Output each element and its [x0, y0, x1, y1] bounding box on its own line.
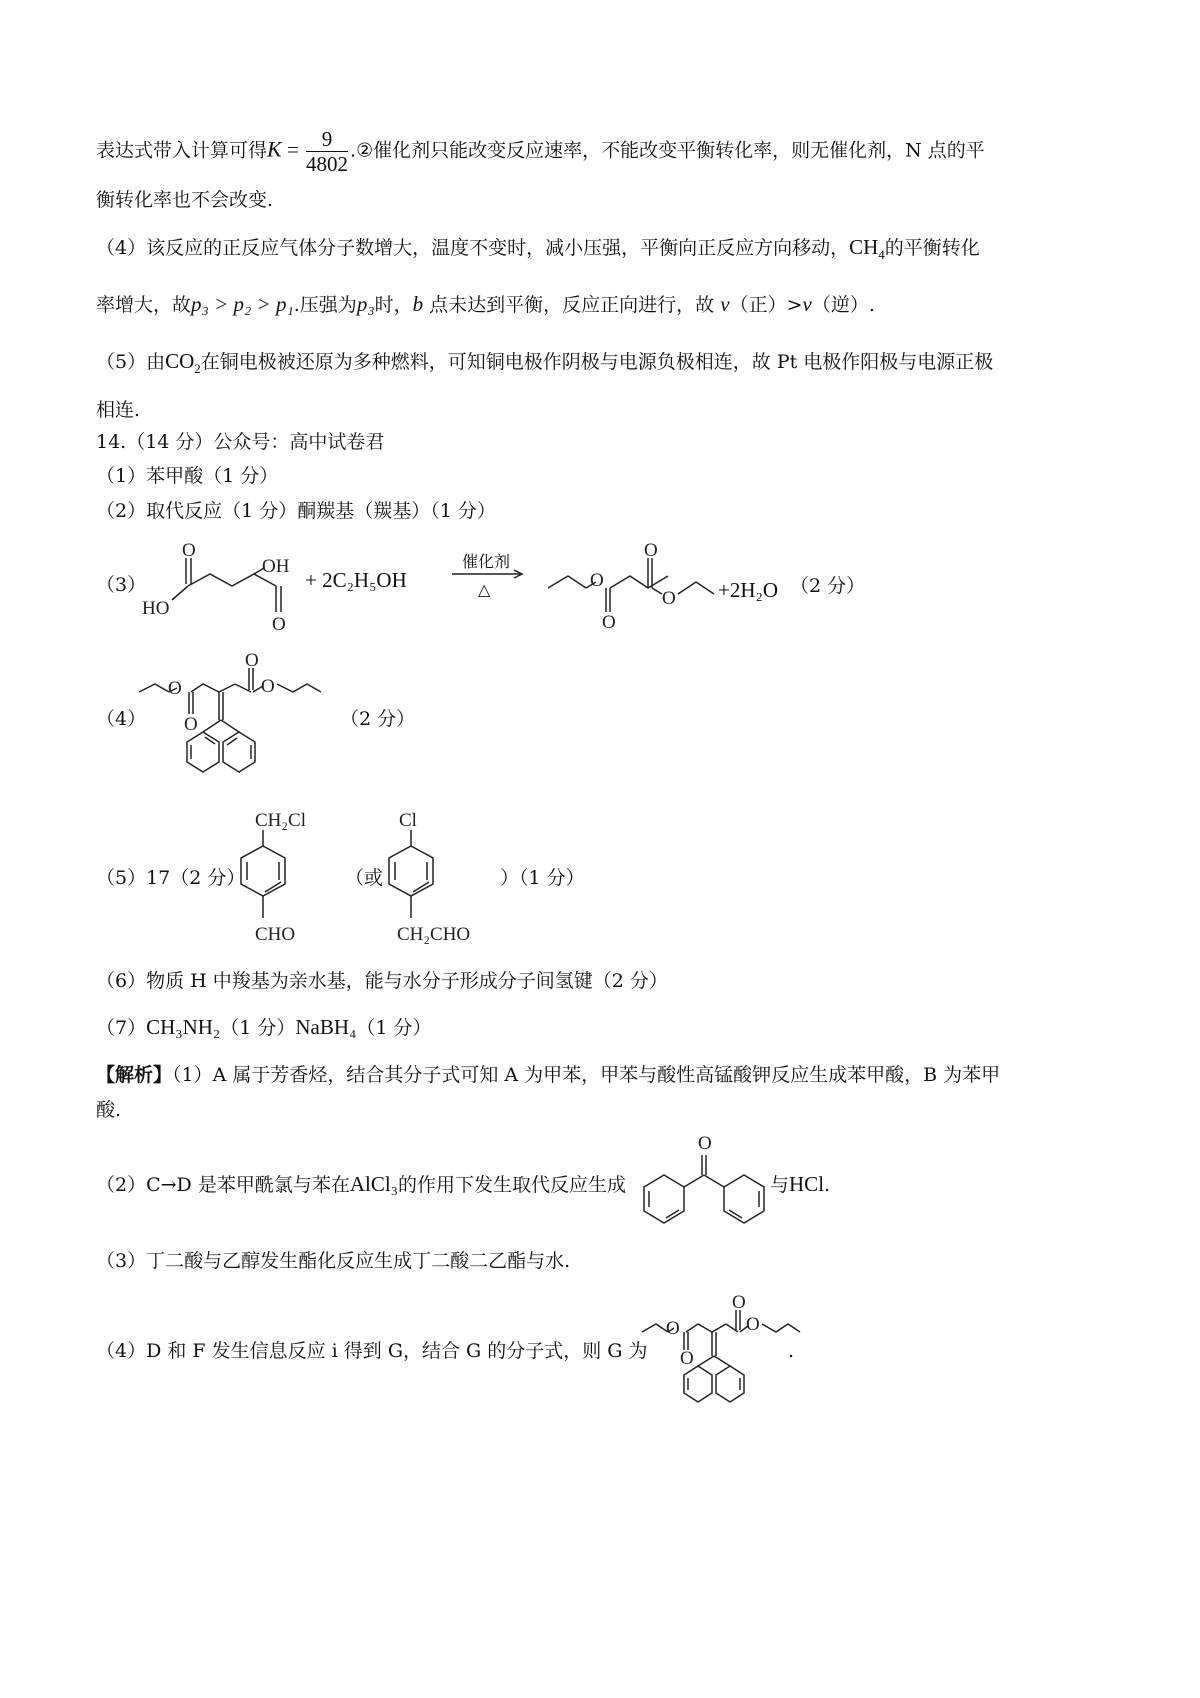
ester-bond: [652, 588, 662, 594]
catalyst-label: 催化剂: [462, 552, 511, 571]
atom-o: O: [680, 1348, 694, 1369]
analysis-tag: 【解析】: [96, 1064, 173, 1086]
formula-nabh4: NaBH₄: [295, 1015, 357, 1039]
text-segment: （逆）.: [811, 294, 875, 316]
atom-o: O: [182, 540, 196, 561]
group-ch2cho: CH₂CHO: [397, 924, 471, 945]
ethyl-bond: [642, 1324, 668, 1332]
analysis-4-period: .: [788, 1340, 795, 1362]
var-p3: p₃: [356, 292, 375, 316]
pressure-relation: p₃ > p₂ > p₁: [191, 292, 294, 316]
benzene-ring: [724, 1175, 764, 1223]
answer-14-5-score: ）（1 分）: [500, 867, 585, 889]
or-text: （或: [345, 867, 384, 889]
atom-o: O: [590, 570, 604, 591]
atom-o: O: [698, 1133, 712, 1154]
text-segment: 的作用下发生取代反应生成: [398, 1174, 627, 1196]
fraction-denominator: 4802: [306, 152, 349, 176]
ethyl-bond: [678, 582, 714, 594]
group-cl: Cl: [399, 810, 417, 831]
atom-o: O: [184, 714, 198, 735]
compound-g-structure: [135, 650, 350, 785]
carbon-chain-bond: [686, 1324, 726, 1332]
formula-co2: [165, 349, 201, 377]
text-segment: （7）: [96, 1017, 147, 1039]
formula-text: CH: [849, 235, 879, 259]
answer-5-line1: [96, 347, 993, 383]
text-segment: （2）C→D 是苯甲酰氯与苯在: [96, 1174, 350, 1196]
analysis-1-line1: [96, 1061, 1000, 1089]
product-water: +2H₂O: [718, 578, 778, 602]
text-segment: 时，: [374, 294, 413, 316]
ethyl-bond: [277, 684, 321, 692]
aryl-bond: [714, 1356, 730, 1366]
var-k: K: [267, 136, 282, 162]
text-segment: 率增大，故: [96, 294, 192, 316]
aromatic-bond: [729, 1210, 742, 1218]
text-segment: （1）A 属于芳香烃，结合其分子式可知 A 为甲苯，甲苯与酸性高锰酸钾反应生成苯甲酸，B 为苯甲: [172, 1064, 1001, 1086]
formula-text: CO: [165, 349, 195, 373]
text-segment: 表达式带入计算可得: [96, 139, 268, 162]
aromatic-bond: [666, 1210, 679, 1218]
benzene-ring: [187, 732, 219, 772]
var-v-forward: v: [720, 292, 730, 316]
text-segment: （1 分）: [220, 1017, 296, 1039]
benzene-ring: [223, 732, 255, 772]
answer-14-3-label: （3）: [96, 574, 147, 596]
atom-o: O: [666, 1318, 680, 1339]
analysis-2-line: [96, 1170, 626, 1199]
answer-14-5-label: （5）17（2 分）: [96, 867, 246, 889]
text-segment: （4）该反应的正反应气体分子数增大，温度不变时，减小压强，平衡向正反应方向移动，: [96, 237, 850, 259]
atom-oh: OH: [262, 556, 290, 577]
aryl-bond: [203, 720, 221, 732]
diethyl-succinate-structure: [544, 538, 719, 633]
text-segment: 与: [770, 1174, 790, 1196]
formula-hcl: HCl: [789, 1172, 825, 1196]
text-segment: 在铜电极被还原为多种燃料，可知铜电极作阴极与电源负极相连，故 Pt 电极作阳极与电源正极: [200, 351, 994, 373]
text-segment: .②催化剂只能改变反应速率，不能改变平衡转化率，则无催化剂，N 点的平: [350, 139, 985, 162]
formula-subscript: 2: [194, 361, 201, 377]
answer-14-1: （1）苯甲酸（1 分）: [96, 465, 279, 487]
answer-4-line1: [96, 233, 980, 269]
aryl-bond: [704, 1175, 724, 1187]
atom-o: O: [732, 1292, 746, 1313]
formula-alcl3: AlCl₃: [349, 1172, 398, 1196]
ethyl-bond: [139, 684, 169, 692]
answer-14-4-score: （2 分）: [340, 708, 416, 730]
chlorophenyl-acetaldehyde-structure: [385, 800, 515, 960]
var-b: b: [412, 292, 424, 316]
heat-symbol: △: [478, 580, 491, 599]
answer-14-4-label: （4）: [96, 708, 147, 730]
analysis-4-line: （4）D 和 F 发生信息反应 i 得到 G，结合 G 的分子式，则 G 为: [96, 1340, 648, 1362]
answer-4-line2: [96, 290, 875, 319]
atom-o: O: [746, 1314, 760, 1335]
answer-14-2: （2）取代反应（1 分）酮羰基（羰基）（1 分）: [96, 500, 496, 522]
atom-o: O: [168, 678, 182, 699]
equals-sign: =: [281, 137, 305, 162]
formula-ch4: [849, 235, 885, 263]
text-segment: 的平衡转化: [884, 237, 980, 259]
answer-14-3-score: （2 分）: [790, 575, 866, 597]
analysis-1-line2: 酸.: [96, 1099, 122, 1121]
atom-o: O: [662, 588, 676, 609]
group-cho: CHO: [255, 924, 296, 945]
text-segment: .压强为: [293, 294, 357, 316]
answer-3-cont-line2: 衡转化率也不会改变.: [96, 189, 274, 211]
answer-14-6: （6）物质 H 中羧基为亲水基，能与水分子形成分子间氢键（2 分）: [96, 970, 668, 992]
aryl-bond: [684, 1175, 704, 1187]
atom-o: O: [272, 614, 286, 635]
answer-14-7: [96, 1013, 432, 1042]
text-segment: （5）由: [96, 351, 166, 373]
atom-o: O: [644, 540, 658, 561]
benzene-ring: [644, 1175, 684, 1223]
succinic-acid-structure: [140, 538, 300, 633]
group-ch2cl: CH₂Cl: [255, 810, 306, 831]
atom-o: O: [245, 650, 259, 671]
text-segment: 点未达到平衡，反应正向进行，故: [423, 294, 721, 316]
aryl-bond: [698, 1356, 714, 1366]
hydroxyl-bond: [172, 586, 188, 600]
atom-ho: HO: [142, 598, 170, 619]
reagent-ethanol: + 2C₂H₅OH: [305, 568, 407, 592]
var-v-reverse: v: [802, 292, 812, 316]
formula-subscript: 4: [878, 247, 885, 263]
atom-o: O: [261, 676, 275, 697]
aryl-bond: [221, 720, 239, 732]
formula-ch3nh2: CH₃NH₂: [146, 1015, 221, 1039]
answer-5-line2: 相连.: [96, 399, 141, 421]
text-segment: .: [824, 1174, 831, 1196]
fraction: [306, 127, 348, 176]
ethyl-bond: [762, 1324, 800, 1332]
text-segment: （1 分）: [356, 1017, 432, 1039]
analysis-2-tail: [770, 1170, 830, 1199]
text-segment: （正）>: [729, 294, 803, 316]
answer-3-cont-line1: [96, 127, 985, 176]
fraction-numerator: 9: [306, 127, 348, 152]
analysis-3-line: （3）丁二酸与乙醇发生酯化反应生成丁二酸二乙酯与水.: [96, 1250, 571, 1272]
carbon-chain-bond: [610, 576, 668, 588]
ethyl-bond: [548, 576, 586, 588]
chloromethyl-benzaldehyde-structure: [235, 800, 355, 960]
benzophenone-structure: [638, 1125, 778, 1235]
question-14-header: 14.（14 分）公众号：高中试卷君: [96, 431, 385, 453]
carbon-chain-bond: [191, 684, 235, 692]
atom-o: O: [602, 612, 616, 633]
